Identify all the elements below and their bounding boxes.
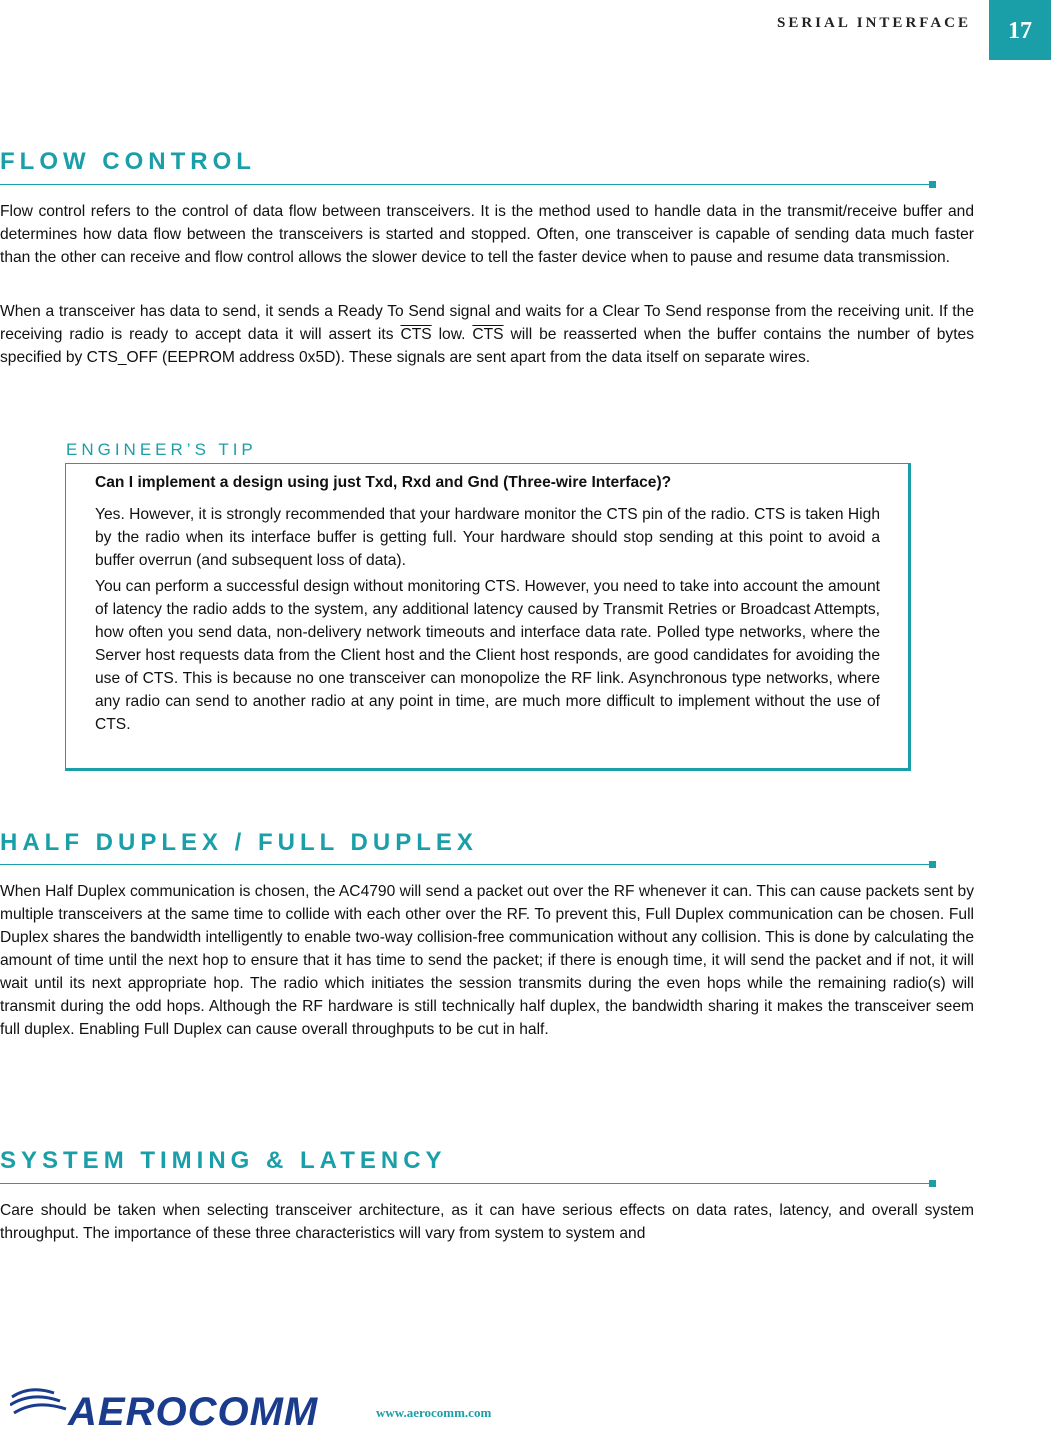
section-title-system-timing: SYSTEM TIMING & LATENCY	[0, 1147, 447, 1174]
page-number: 17	[989, 0, 1051, 60]
engineers-tip-label: ENGINEER’S TIP	[66, 440, 257, 459]
flow-control-paragraph-2: When a transceiver has data to send, it sends a Ready To Send signal and waits for a Clear To Send response from the receiving unit. If the receiving radio is ready to accept data it will assert its $\overline{CTS}$ low. $\overline{CTS}$ will be reasserted when the buffer contains the number of bytes specified by CTS_OFF (EEPROM address 0x5D). These signals are sent apart from the data itself on separate wires.	[0, 303, 974, 366]
cts-signal-name: $\overline{CTS}$	[472, 326, 504, 343]
section-title-flow-control: FLOW CONTROL	[0, 148, 256, 175]
section-rule	[0, 184, 930, 185]
website-link[interactable]: www.aerocomm.com	[376, 1405, 492, 1420]
flow-control-paragraph-1: Flow control refers to the control of data flow between transceivers. It is the method used to handle data in the transmit/receive buffer and determines how data flow between the transceivers is started and stopped. Often, one transceiver is capable of sending data much faster than the other can receive and flow control allows the slower device to tell the faster device when to pause and resume data transmission.	[0, 203, 974, 266]
logo-wordmark: AEROCOMM	[68, 1390, 319, 1431]
aerocomm-logo	[10, 1383, 365, 1431]
section-rule	[0, 864, 930, 865]
engineers-tip-question: Can I implement a design using just Txd, Rxd and Gnd (Three-wire Interface)?	[95, 474, 672, 491]
cts-signal-name: $\overline{CTS}$	[400, 326, 432, 343]
engineers-tip-answer-1: Yes. However, it is strongly recommended that your hardware monitor the CTS pin of the radio. CTS is taken High by the radio when its interface buffer is getting full. Your hardware should stop sending at this point to avoid a buffer overrun (and subsequent loss of data).	[95, 506, 880, 569]
timing-paragraph: Care should be taken when selecting transceiver architecture, as it can have serious effects on data rates, latency, and overall system throughput. The importance of these three characteristics will vary from system to system and	[0, 1202, 974, 1242]
section-rule	[0, 1183, 930, 1184]
engineers-tip-answer-2: You can perform a successful design without monitoring CTS. However, you need to take into account the amount of latency the radio adds to the system, any additional latency caused by Transmit Retries or Broadcast Attempts, how often you send data, non-delivery network timeouts and interface data rate. Polled type networks, where the Server host requests data from the Client host and the Client host responds, are good candidates for avoiding the use of CTS. This is because no one transceiver can monopolize the RF link. Asynchronous type networks, where any radio can send to another radio at any point in time, are much more difficult to implement without the use of CTS.	[95, 578, 880, 733]
duplex-paragraph: When Half Duplex communication is chosen, the AC4790 will send a packet out over the RF whenever it can. This can cause packets sent by multiple transceivers at the same time to collide with each other over the RF. To prevent this, Full Duplex communication can be chosen. Full Duplex shares the bandwidth intelligently to enable two-way collision-free communication without any collision. This is done by calculating the amount of time until the next hop to ensure that it has time to send the packet; if there is enough time, it will send the packet and if not, it will wait until its next appropriate hop. The radio which initiates the session transmits during the even hops while the remaining radio(s) will transmit during the odd hops. Although the RF hardware is still technically half duplex, the bandwidth sharing it makes the transceiver seem full duplex. Enabling Full Duplex can cause overall throughputs to be cut in half.	[0, 883, 974, 1038]
running-header: SERIAL INTERFACE	[776, 15, 971, 31]
section-title-duplex: HALF DUPLEX / FULL DUPLEX	[0, 829, 478, 856]
